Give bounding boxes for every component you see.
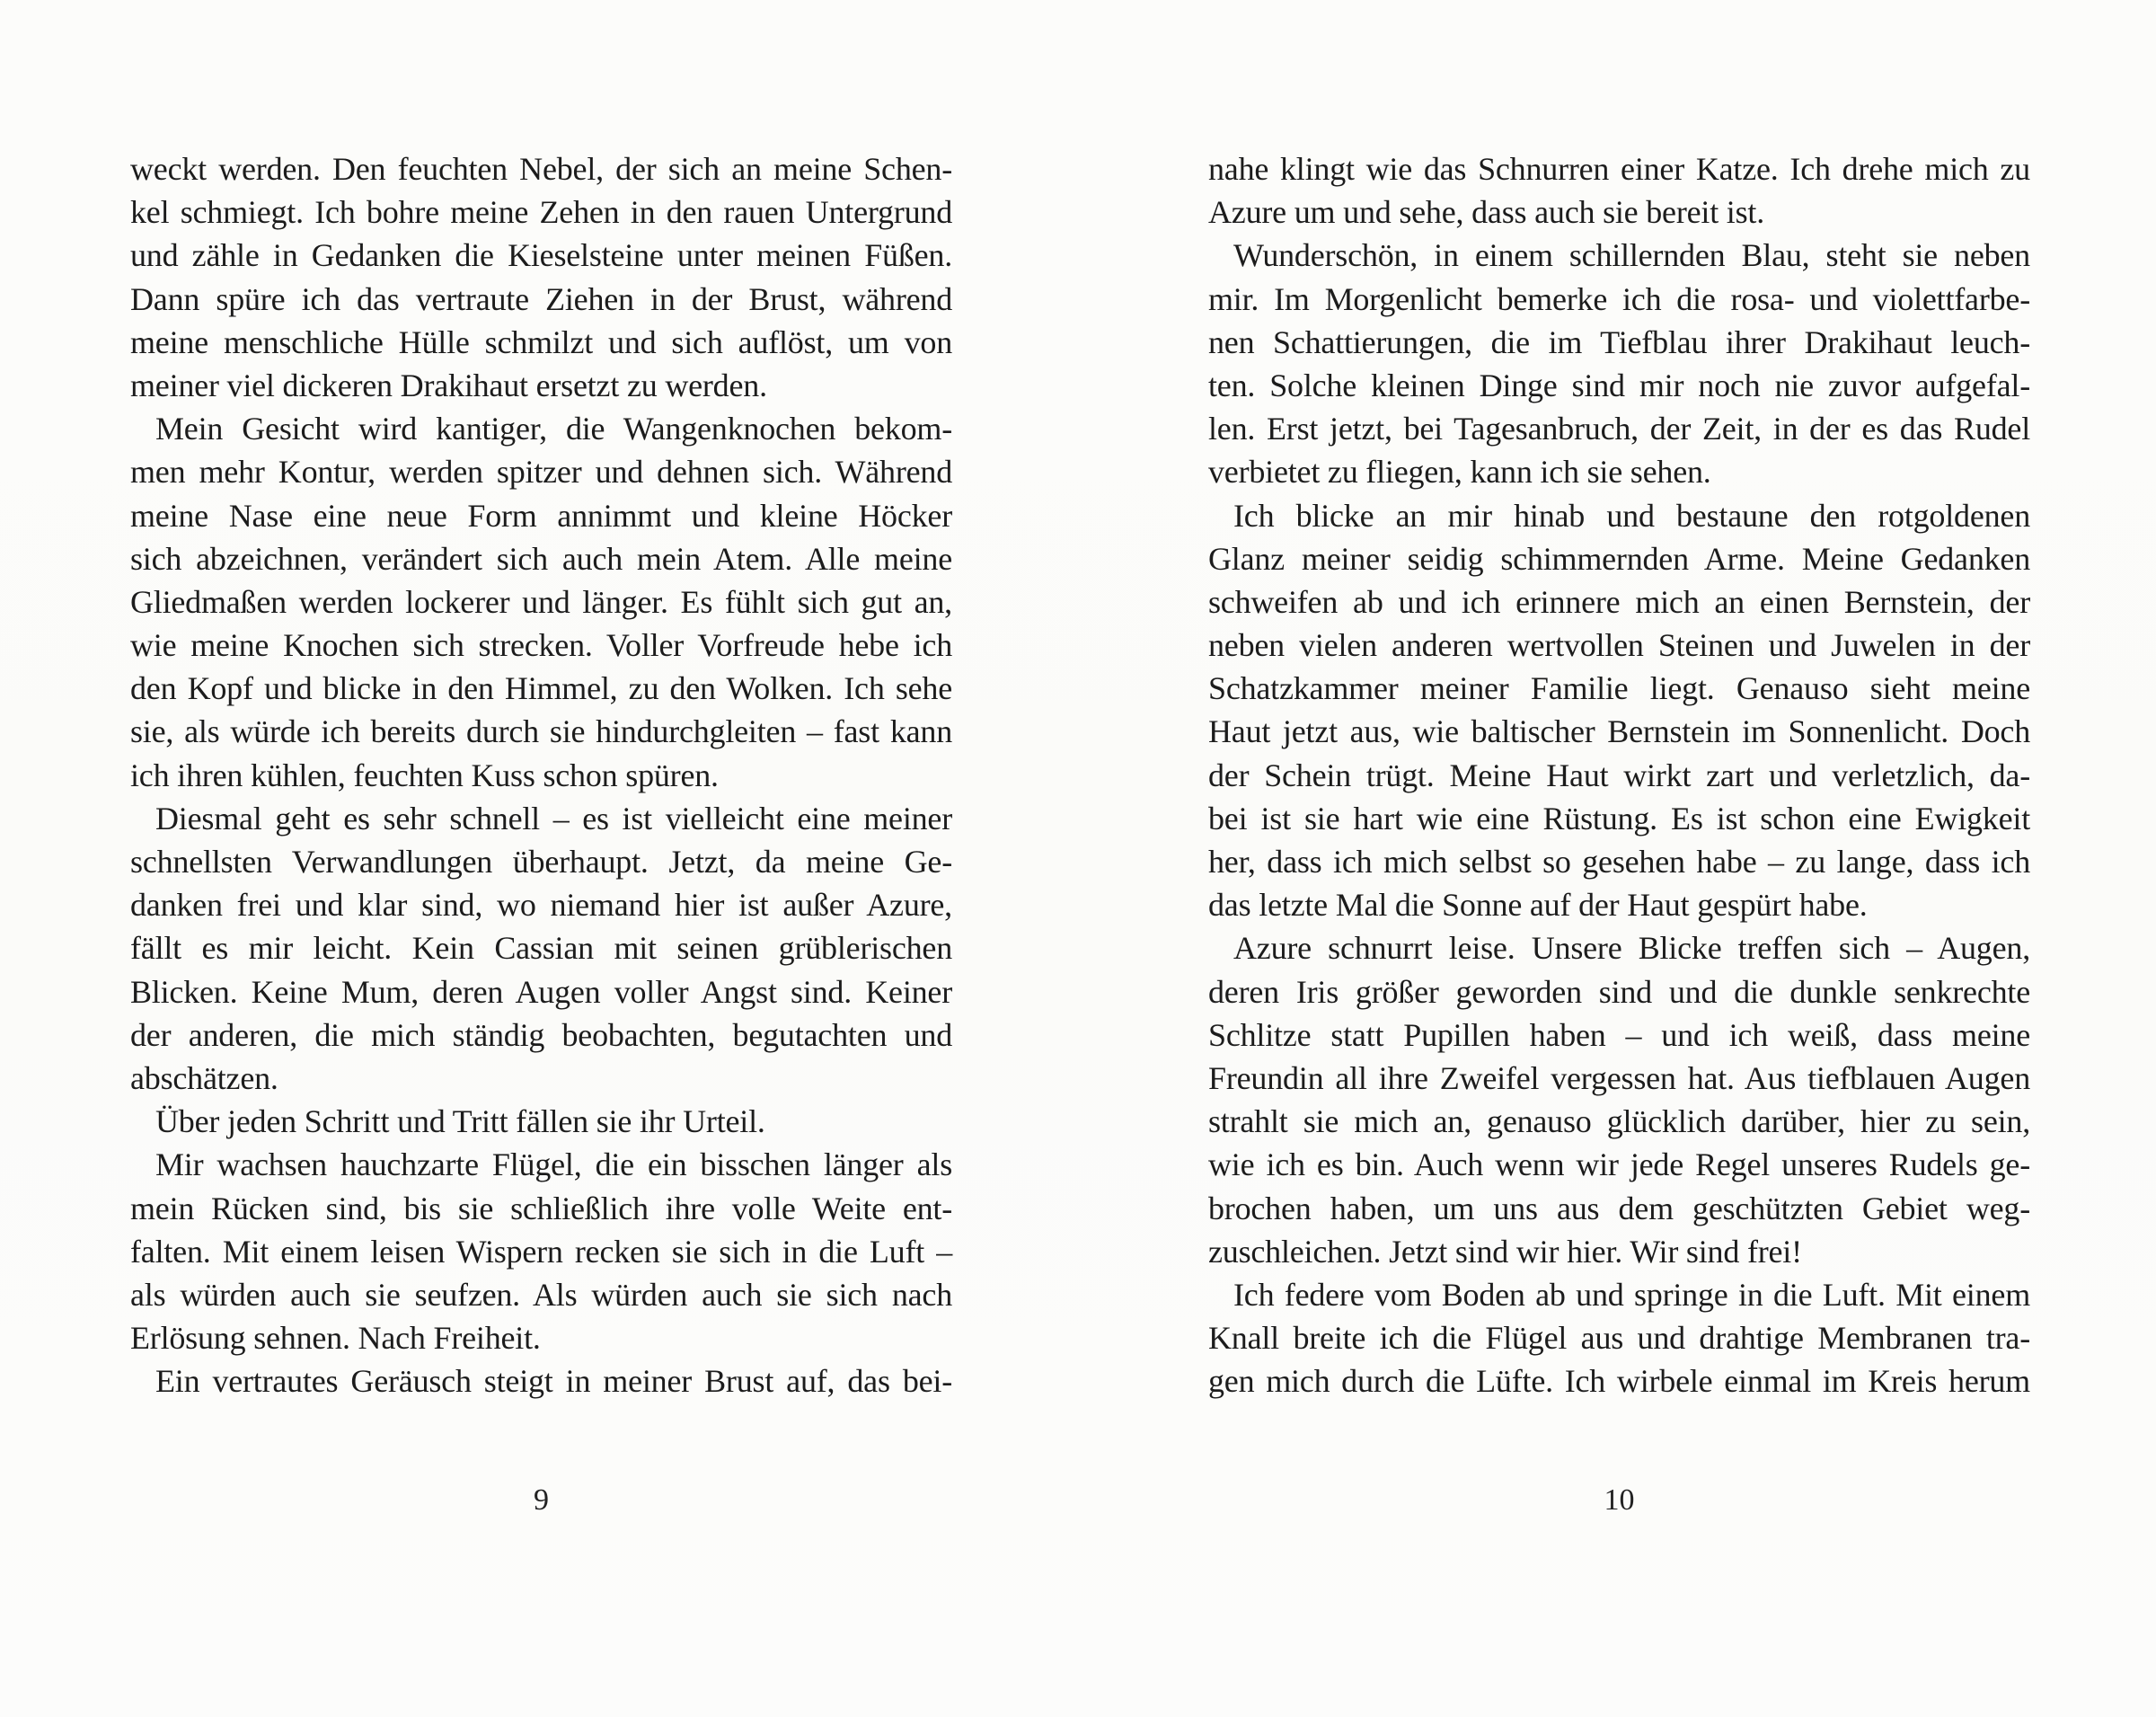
text-line: men mehr Kontur, werden spitzer und dehnen sich. Während: [130, 454, 952, 491]
text-line: meiner viel dickeren Drakihaut ersetzt zu werden.: [130, 367, 767, 403]
text-line: weckt werden. Den feuchten Nebel, der sich an meine Schen-: [130, 151, 952, 187]
text-line: nahe klingt wie das Schnurren einer Katze. Ich drehe mich zu: [1208, 151, 2030, 187]
text-line: danken frei und klar sind, wo niemand hier ist außer Azure,: [130, 887, 952, 924]
text-line: Wunderschön, in einem schillernden Blau, steht sie neben: [1233, 237, 2030, 274]
text-line: meine menschliche Hülle schmilzt und sich auflöst, um von: [130, 323, 952, 360]
text-line: Schatzkammer meiner Familie liegt. Genauso sieht meine: [1208, 670, 2030, 707]
text-line: ten. Solche kleinen Dinge sind mir noch nie zuvor aufgefal-: [1208, 367, 2030, 403]
text-line: Mein Gesicht wird kantiger, die Wangenknochen bekom-: [155, 411, 952, 447]
text-line: neben vielen anderen wertvollen Steinen und Juwelen in der: [1208, 627, 2030, 664]
text-line: her, dass ich mich selbst so gesehen habe – zu lange, dass ich: [1208, 844, 2030, 880]
text-line: Erlösung sehnen. Nach Freiheit.: [130, 1320, 541, 1357]
text-line: sie, als würde ich bereits durch sie hindurchgleiten – fast kann: [130, 713, 952, 750]
text-line: Diesmal geht es sehr schnell – es ist vielleicht eine meiner: [155, 800, 952, 836]
page-number-left: 9: [534, 1483, 549, 1517]
text-line: Knall breite ich die Flügel aus und drahtige Membranen tra-: [1208, 1320, 2030, 1357]
text-line: Gliedmaßen werden lockerer und länger. Es fühlt sich gut an,: [130, 583, 952, 620]
text-line: der anderen, die mich ständig beobachten, begutachten und: [130, 1016, 952, 1053]
text-line: nen Schattierungen, die im Tiefblau ihrer Drakihaut leuch-: [1208, 323, 2030, 360]
text-line: schnellsten Verwandlungen überhaupt. Jetzt, da meine Ge-: [130, 844, 952, 880]
text-line: deren Iris größer geworden sind und die dunkle senkrechte: [1208, 973, 2030, 1010]
text-line: Glanz meiner seidig schimmernden Arme. Meine Gedanken: [1208, 540, 2030, 577]
text-column-left: [130, 147, 952, 1403]
text-line: Blicken. Keine Mum, deren Augen voller Angst sind. Keiner: [130, 973, 952, 1010]
text-line: Mir wachsen hauchzarte Flügel, die ein bisschen länger als: [155, 1146, 952, 1183]
text-line: ich ihren kühlen, feuchten Kuss schon spüren.: [130, 757, 719, 793]
text-line: falten. Mit einem leisen Wispern recken sie sich in die Luft –: [130, 1233, 952, 1270]
text-line: Ein vertrautes Geräusch steigt in meiner Brust auf, das bei-: [155, 1363, 952, 1400]
text-line: sich abzeichnen, verändert sich auch mein Atem. Alle meine: [130, 540, 952, 577]
text-line: Ich federe vom Boden ab und springe in die Luft. Mit einem: [1233, 1276, 2030, 1313]
text-line: wie ich es bin. Auch wenn wir jede Regel unseres Rudels ge-: [1208, 1146, 2030, 1183]
text-line: Schlitze statt Pupillen haben – und ich weiß, dass meine: [1208, 1016, 2030, 1053]
text-line: wie meine Knochen sich strecken. Voller Vorfreude hebe ich: [130, 627, 952, 664]
text-line: len. Erst jetzt, bei Tagesanbruch, der Zeit, in der es das Rudel: [1208, 411, 2030, 447]
text-line: verbietet zu fliegen, kann ich sie sehen.: [1208, 454, 1711, 491]
text-line: den Kopf und blicke in den Himmel, zu den Wolken. Ich sehe: [130, 670, 952, 707]
text-line: fällt es mir leicht. Kein Cassian mit seinen grüblerischen: [130, 930, 952, 967]
text-column-right: [1208, 147, 2030, 1403]
text-line: der Schein trügt. Meine Haut wirkt zart und verletzlich, da-: [1208, 757, 2030, 793]
text-line: das letzte Mal die Sonne auf der Haut gespürt habe.: [1208, 887, 1868, 924]
page-number-right: 10: [1604, 1483, 1635, 1517]
text-line: Azure um und sehe, dass auch sie bereit ist.: [1208, 194, 1765, 231]
text-line: bei ist sie hart wie eine Rüstung. Es ist schon eine Ewigkeit: [1208, 800, 2030, 836]
text-line: als würden auch sie seufzen. Als würden auch sie sich nach: [130, 1276, 952, 1313]
text-line: kel schmiegt. Ich bohre meine Zehen in den rauen Untergrund: [130, 194, 952, 231]
text-line: Haut jetzt aus, wie baltischer Bernstein im Sonnenlicht. Doch: [1208, 713, 2030, 750]
text-line: zuschleichen. Jetzt sind wir hier. Wir sind frei!: [1208, 1233, 1802, 1270]
text-line: mein Rücken sind, bis sie schließlich ihre volle Weite ent-: [130, 1190, 952, 1226]
text-line: Ich blicke an mir hinab und bestaune den rotgoldenen: [1233, 497, 2030, 534]
text-line: Azure schnurrt leise. Unsere Blicke treffen sich – Augen,: [1233, 930, 2030, 967]
text-line: abschätzen.: [130, 1059, 278, 1096]
text-line: schweifen ab und ich erinnere mich an einen Bernstein, der: [1208, 583, 2030, 620]
text-line: Über jeden Schritt und Tritt fällen sie ihr Urteil.: [155, 1103, 765, 1140]
text-line: Freundin all ihre Zweifel vergessen hat. Aus tiefblauen Augen: [1208, 1059, 2030, 1096]
text-line: gen mich durch die Lüfte. Ich wirbele einmal im Kreis herum: [1208, 1363, 2030, 1400]
text-line: strahlt sie mich an, genauso glücklich darüber, hier zu sein,: [1208, 1103, 2030, 1140]
text-line: mir. Im Morgenlicht bemerke ich die rosa- und violettfarbe-: [1208, 280, 2030, 317]
text-line: brochen haben, um uns aus dem geschützten Gebiet weg-: [1208, 1190, 2030, 1226]
text-line: Dann spüre ich das vertraute Ziehen in der Brust, während: [130, 280, 952, 317]
page-right: [1078, 0, 2156, 1717]
text-line: meine Nase eine neue Form annimmt und kleine Höcker: [130, 497, 952, 534]
text-line: und zähle in Gedanken die Kieselsteine unter meinen Füßen.: [130, 237, 952, 274]
